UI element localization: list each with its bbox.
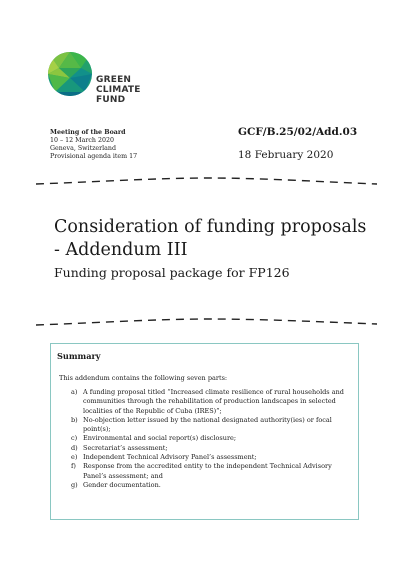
logo-line-climate: CLIMATE — [96, 85, 141, 95]
logo-line-green: GREEN — [96, 75, 132, 85]
meeting-agenda: Provisional agenda item 17 — [50, 153, 138, 160]
list-item: d) Secretariat’s assessment; — [71, 443, 168, 452]
meeting-place: Geneva, Switzerland — [50, 145, 117, 152]
meeting-dates: 10 – 12 March 2020 — [50, 137, 114, 144]
gcf-logo — [47, 48, 167, 118]
page-title: Consideration of funding proposals - Addendum III — [54, 217, 367, 260]
list-item: c) Environmental and social report(s) disclosure; — [71, 434, 237, 443]
meeting-info — [50, 129, 137, 161]
document-date: 18 February 2020 — [238, 149, 334, 161]
logo-wordmark — [96, 75, 141, 105]
list-item: f) Response from the accredited entity to the independent Technical Advisory Panel’s assessment; and — [71, 462, 332, 480]
logo-line-fund: FUND — [96, 95, 126, 105]
summary-heading: Summary — [57, 351, 101, 361]
globe-logo-icon — [47, 48, 93, 100]
list-item: e) Independent Technical Advisory Panel’s assessment; — [71, 453, 257, 462]
summary-box — [50, 343, 359, 520]
list-item: a) A funding proposal titled “Increased climate resilience of rural households and communities through the rehabilitation of production landscapes in selected localities of the Republic of Cuba (IRES)”; — [71, 388, 344, 415]
summary-intro: This addendum contains the following seven parts: — [59, 374, 228, 382]
list-item: b) No-objection letter issued by the national designated authority(ies) or focal point(s); — [71, 415, 332, 434]
top-divider — [34, 176, 379, 186]
summary-list — [71, 388, 353, 490]
bottom-divider — [34, 316, 379, 326]
page-subtitle: Funding proposal package for FP126 — [54, 265, 290, 280]
list-item: g) Gender documentation. — [71, 480, 161, 489]
meeting-title: Meeting of the Board — [50, 129, 126, 136]
document-number: GCF/B.25/02/Add.03 — [238, 126, 358, 138]
